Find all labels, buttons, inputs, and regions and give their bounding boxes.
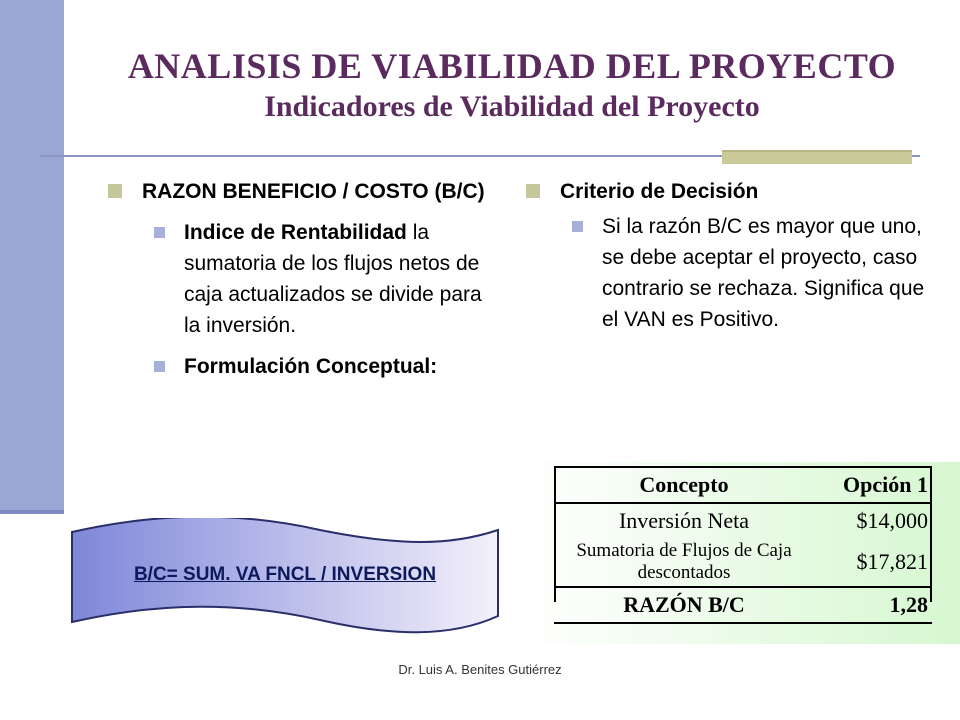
right-column	[526, 176, 926, 335]
cell-value: $14,000	[856, 508, 928, 533]
table-total-row	[554, 587, 932, 623]
total-label: RAZÓN B/C	[554, 587, 814, 623]
header-concepto: Concepto	[554, 467, 814, 503]
left-bar-shadow	[0, 510, 64, 514]
header-opcion: Opción 1	[814, 467, 932, 503]
table-header-row	[554, 467, 932, 503]
left-decorative-bar	[0, 0, 64, 514]
results-table-panel	[522, 462, 960, 644]
cell-value: $17,821	[814, 538, 932, 587]
indice-bold: Indice de Rentabilidad	[184, 221, 407, 244]
bc-heading-text: RAZON BENEFICIO / COSTO (B/C)	[142, 180, 485, 203]
table-row	[554, 503, 932, 538]
cell-concept: Sumatoria de Flujos de Caja descontados	[554, 538, 814, 587]
footer-author: Dr. Luis A. Benites Gutiérrez	[398, 662, 562, 677]
formula-text: B/C= SUM. VA FNCL / INVERSION	[133, 564, 437, 585]
bullet-criterio-text	[572, 211, 926, 335]
title-subtitle: Indicadores de Viabilidad del Proyecto	[264, 90, 760, 123]
accent-block-edge	[722, 150, 912, 152]
criterio-text: Si la razón B/C es mayor que uno, se debe aceptar el proyecto, caso contrario se rechaza. Significa que el VAN es Positivo.	[602, 215, 925, 331]
bullet-formulacion	[154, 351, 488, 382]
title-main: ANALISIS DE VIABILIDAD DEL PROYECTO	[127, 46, 897, 86]
bullet-bc-heading	[108, 176, 488, 382]
left-column	[108, 176, 488, 382]
slide-title	[64, 44, 960, 126]
total-value: 1,28	[814, 587, 932, 623]
criterio-heading-text: Criterio de Decisión	[560, 180, 759, 203]
bullet-criterio	[526, 176, 926, 335]
bullet-indice	[154, 217, 488, 341]
accent-block	[722, 150, 912, 164]
formula-banner	[70, 518, 500, 636]
table-row	[554, 538, 932, 587]
results-table	[554, 466, 932, 624]
formulacion-bold: Formulación Conceptual:	[184, 355, 438, 378]
indice-text: la sumatoria de los flujos netos de caja actualizados se divide para la inversión.	[184, 221, 482, 337]
cell-concept: Inversión Neta	[618, 508, 750, 533]
